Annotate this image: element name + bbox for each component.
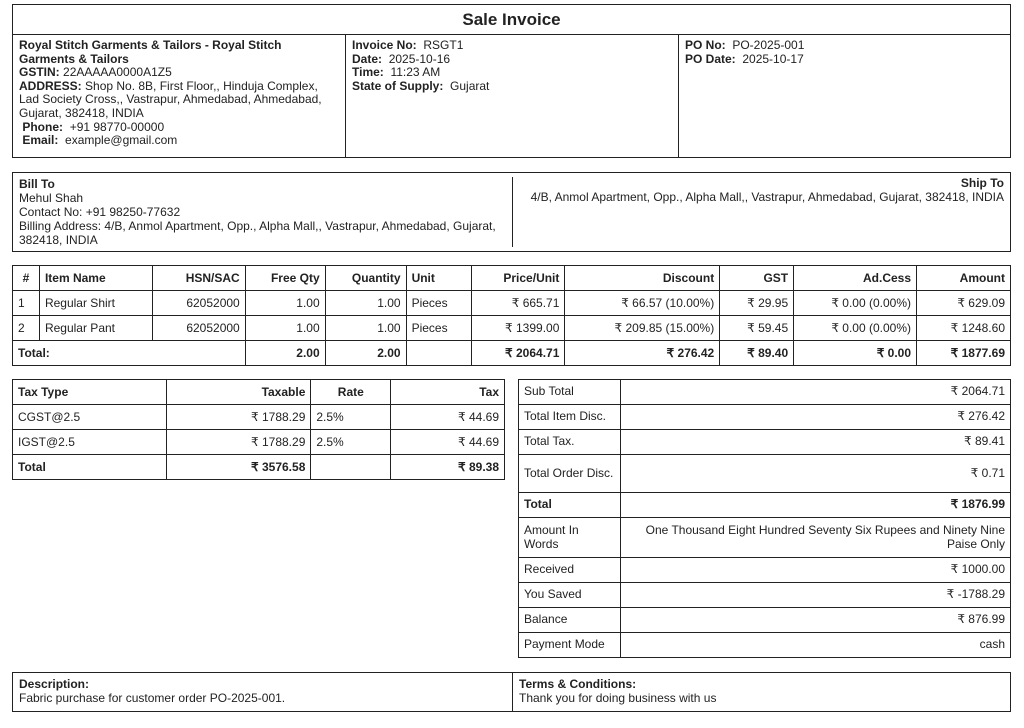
col-taxable: Taxable xyxy=(166,380,311,405)
row-unit: Pieces xyxy=(406,291,472,316)
tax-total-label: Total xyxy=(13,455,167,480)
summary-value: ₹ 1876.99 xyxy=(620,493,1010,518)
invoice-title: Sale Invoice xyxy=(12,4,1011,35)
bill-to-contact: Contact No: +91 98250-77632 xyxy=(19,205,181,219)
row-price: ₹ 1399.00 xyxy=(472,316,565,341)
total-amount: ₹ 1877.69 xyxy=(917,341,1011,366)
po-number: PO No: PO-2025-001 xyxy=(685,38,805,52)
items-table xyxy=(12,265,1011,366)
summary-order-disc xyxy=(519,455,1011,493)
tax-total-rate-empty xyxy=(311,455,391,480)
summary-received xyxy=(519,558,1011,583)
ship-to-label: Ship To xyxy=(960,176,1004,190)
summary-label: Amount In Words xyxy=(519,518,621,558)
tax-rate: 2.5% xyxy=(311,405,391,430)
invoice-time: Time: 11:23 AM xyxy=(352,65,441,80)
tax-total-amount: ₹ 89.38 xyxy=(391,455,505,480)
tax-table xyxy=(12,379,505,480)
items-header-row xyxy=(13,266,1011,291)
state-of-supply: State of Supply: Gujarat xyxy=(352,78,490,93)
company-details xyxy=(13,35,346,157)
summary-label: Payment Mode xyxy=(519,633,621,658)
col-tax: Tax xyxy=(391,380,505,405)
summary-value: ₹ 2064.71 xyxy=(620,380,1010,405)
po-details xyxy=(679,35,1010,157)
row-num: 1 xyxy=(13,291,40,316)
table-row xyxy=(13,405,505,430)
summary-label: Total Tax. xyxy=(519,430,621,455)
total-unit-empty xyxy=(406,341,472,366)
summary-value: ₹ 89.41 xyxy=(620,430,1010,455)
tax-type: IGST@2.5 xyxy=(13,430,167,455)
description xyxy=(13,673,513,711)
terms xyxy=(513,673,1010,711)
po-date: PO Date: 2025-10-17 xyxy=(685,51,804,66)
row-free-qty: 1.00 xyxy=(245,291,325,316)
total-cess: ₹ 0.00 xyxy=(794,341,917,366)
company-phone: Phone: +91 98770-00000 xyxy=(22,119,165,134)
bill-to xyxy=(13,177,513,247)
col-price: Price/Unit xyxy=(472,266,565,291)
description-label: Description: xyxy=(19,677,90,691)
summary-label: Sub Total xyxy=(519,380,621,405)
tax-header-row xyxy=(13,380,505,405)
summary-you-saved xyxy=(519,583,1011,608)
col-gst: GST xyxy=(720,266,794,291)
row-gst: ₹ 59.45 xyxy=(720,316,794,341)
company-gstin: GSTIN: 22AAAAA0000A1Z5 xyxy=(19,65,172,80)
row-cess: ₹ 0.00 (0.00%) xyxy=(794,316,917,341)
summary-total xyxy=(519,493,1011,518)
total-label: Total: xyxy=(13,341,246,366)
col-hsn: HSN/SAC xyxy=(152,266,245,291)
invoice-details xyxy=(346,35,679,157)
ship-to xyxy=(513,173,1010,251)
row-discount: ₹ 209.85 (15.00%) xyxy=(565,316,720,341)
row-item-name: Regular Pant xyxy=(39,316,152,341)
col-rate: Rate xyxy=(311,380,391,405)
company-email: Email: example@gmail.com xyxy=(22,133,178,148)
row-amount: ₹ 1248.60 xyxy=(917,316,1011,341)
summary-item-disc xyxy=(519,405,1011,430)
summary-value: ₹ 0.71 xyxy=(620,455,1010,493)
terms-label: Terms & Conditions: xyxy=(519,677,637,691)
tax-total-row xyxy=(13,455,505,480)
table-row xyxy=(13,291,1011,316)
summary-value: One Thousand Eight Hundred Seventy Six Rupees and Ninety Nine Paise Only xyxy=(620,518,1010,558)
tax-amount: ₹ 44.69 xyxy=(391,430,505,455)
total-quantity: 2.00 xyxy=(325,341,406,366)
col-amount: Amount xyxy=(917,266,1011,291)
col-discount: Discount xyxy=(565,266,720,291)
row-discount: ₹ 66.57 (10.00%) xyxy=(565,291,720,316)
summary-label: Balance xyxy=(519,608,621,633)
items-total-row xyxy=(13,341,1011,366)
row-price: ₹ 665.71 xyxy=(472,291,565,316)
col-item-name: Item Name xyxy=(39,266,152,291)
summary-value: ₹ 876.99 xyxy=(620,608,1010,633)
description-text: Fabric purchase for customer order PO-2025-001. xyxy=(19,691,286,705)
row-quantity: 1.00 xyxy=(325,291,406,316)
bill-to-label: Bill To xyxy=(19,177,55,191)
summary-value: cash xyxy=(620,633,1010,658)
row-gst: ₹ 29.95 xyxy=(720,291,794,316)
terms-text: Thank you for doing business with us xyxy=(519,691,717,705)
bill-to-name: Mehul Shah xyxy=(19,191,84,205)
footer-section xyxy=(12,672,1011,712)
summary-label: Total Item Disc. xyxy=(519,405,621,430)
tax-rate: 2.5% xyxy=(311,430,391,455)
summary-tax xyxy=(519,430,1011,455)
ship-to-address: 4/B, Anmol Apartment, Opp., Alpha Mall,, Vastrapur, Ahmedabad, Gujarat, 382418, INDIA xyxy=(530,190,1004,204)
summary-value: ₹ 1000.00 xyxy=(620,558,1010,583)
invoice-number: Invoice No: RSGT1 xyxy=(352,38,464,52)
summary-amount-in-words xyxy=(519,518,1011,558)
tax-amount: ₹ 44.69 xyxy=(391,405,505,430)
summary-balance xyxy=(519,608,1011,633)
summary-label: You Saved xyxy=(519,583,621,608)
tax-total-taxable: ₹ 3576.58 xyxy=(166,455,311,480)
bill-ship-section xyxy=(12,172,1011,252)
table-row xyxy=(13,430,505,455)
row-unit: Pieces xyxy=(406,316,472,341)
col-quantity: Quantity xyxy=(325,266,406,291)
company-address: ADDRESS: Shop No. 8B, First Floor,, Hinduja Complex, Lad Society Cross,, Vastrapur, Ahmedabad, Ahmedabad, Gujarat, 382418, INDIA xyxy=(19,78,322,120)
tax-taxable: ₹ 1788.29 xyxy=(166,405,311,430)
tax-taxable: ₹ 1788.29 xyxy=(166,430,311,455)
summary-label: Total xyxy=(519,493,621,518)
row-num: 2 xyxy=(13,316,40,341)
col-tax-type: Tax Type xyxy=(13,380,167,405)
col-num: # xyxy=(13,266,40,291)
col-cess: Ad.Cess xyxy=(794,266,917,291)
summary-payment-mode xyxy=(519,633,1011,658)
col-unit: Unit xyxy=(406,266,472,291)
col-free-qty: Free Qty xyxy=(245,266,325,291)
total-gst: ₹ 89.40 xyxy=(720,341,794,366)
summary-value: ₹ -1788.29 xyxy=(620,583,1010,608)
bill-to-address: Billing Address: 4/B, Anmol Apartment, Opp., Alpha Mall,, Vastrapur, Ahmedabad, Gujarat, 382418, INDIA xyxy=(19,219,496,247)
summary-label: Total Order Disc. xyxy=(519,455,621,493)
total-discount: ₹ 276.42 xyxy=(565,341,720,366)
row-free-qty: 1.00 xyxy=(245,316,325,341)
summary-label: Received xyxy=(519,558,621,583)
row-hsn: 62052000 xyxy=(152,291,245,316)
row-amount: ₹ 629.09 xyxy=(917,291,1011,316)
row-hsn: 62052000 xyxy=(152,316,245,341)
tax-type: CGST@2.5 xyxy=(13,405,167,430)
invoice-date: Date: 2025-10-16 xyxy=(352,51,451,66)
total-price: ₹ 2064.71 xyxy=(472,341,565,366)
summary-sub-total xyxy=(519,380,1011,405)
invoice-header xyxy=(12,35,1011,158)
company-name: Royal Stitch Garments & Tailors - Royal Stitch Garments & Tailors xyxy=(19,38,282,66)
row-quantity: 1.00 xyxy=(325,316,406,341)
row-cess: ₹ 0.00 (0.00%) xyxy=(794,291,917,316)
summary-table xyxy=(518,379,1011,658)
table-row xyxy=(13,316,1011,341)
total-free-qty: 2.00 xyxy=(245,341,325,366)
row-item-name: Regular Shirt xyxy=(39,291,152,316)
summary-value: ₹ 276.42 xyxy=(620,405,1010,430)
